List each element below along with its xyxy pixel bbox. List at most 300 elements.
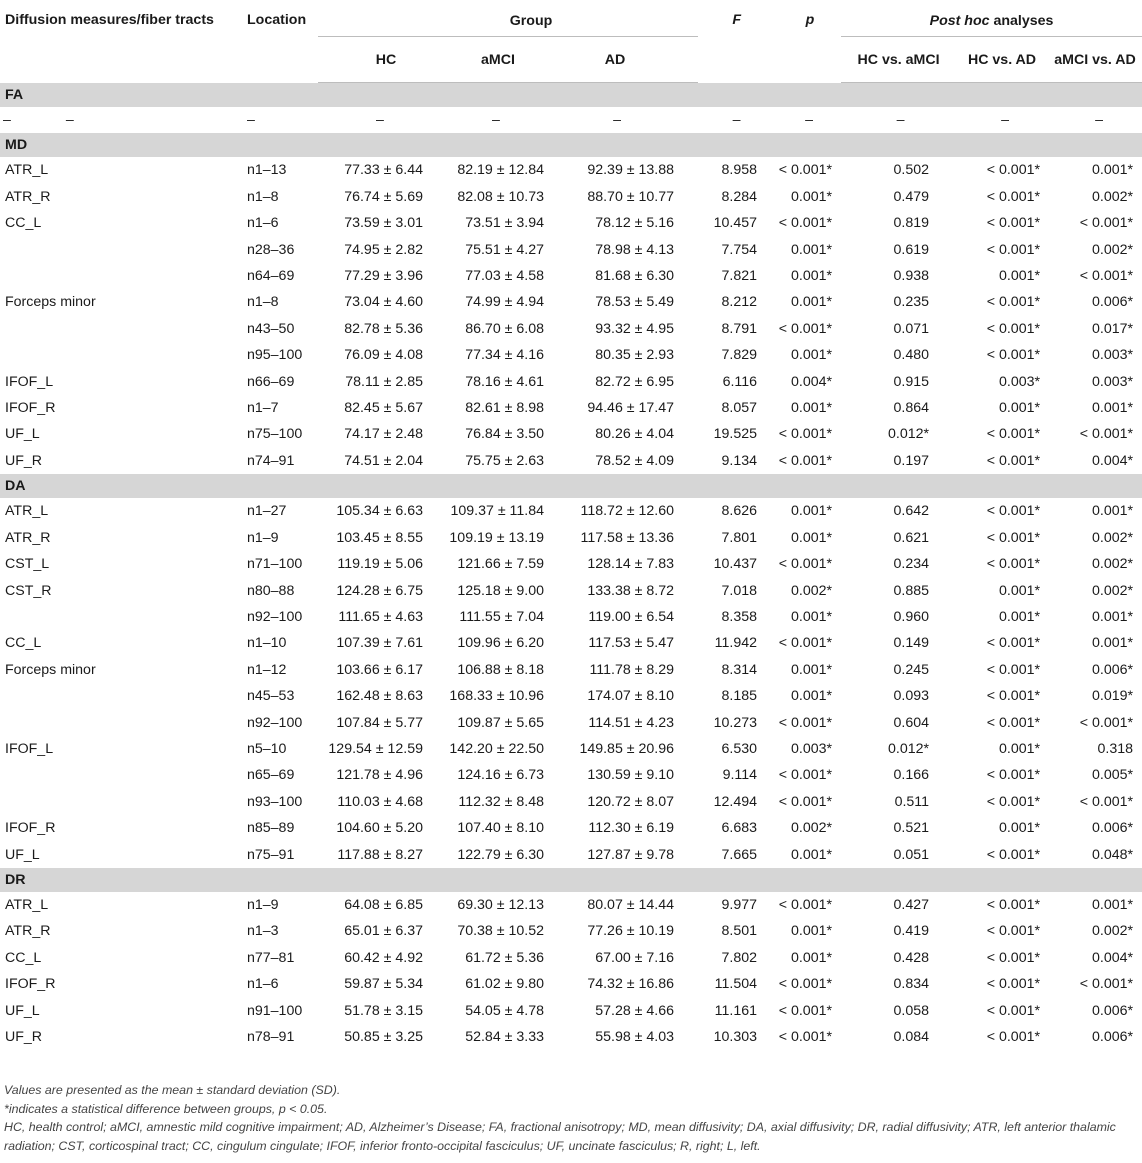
cell-p: < 0.001* [778, 426, 833, 443]
cell-p: 0.001* [790, 294, 833, 311]
cell-amci-vs-ad: 0.003* [1092, 347, 1134, 364]
cell-tract [0, 789, 243, 815]
cell-hc-vs-amci: 0.427 [893, 896, 930, 913]
cell-hc-vs-ad: < 0.001* [986, 635, 1041, 652]
cell-hc-vs-amci: 0.084 [893, 1029, 930, 1045]
cell-location: n74–91 [247, 452, 295, 469]
cell-hc-vs-ad: 0.001* [998, 268, 1041, 285]
table-row [0, 184, 1142, 210]
cell-f: 7.802 [721, 949, 758, 966]
cell-amci-vs-ad: 0.002* [1092, 529, 1134, 546]
cell-p: 0.001* [790, 846, 833, 863]
cell-f: 8.185 [721, 688, 758, 705]
table-row [0, 289, 1142, 315]
cell-tract [0, 710, 243, 736]
cell-amci-vs-ad: 0.001* [1092, 162, 1134, 179]
cell-amci: 61.02 ± 9.80 [465, 976, 544, 993]
cell-hc: 82.78 ± 5.36 [344, 320, 423, 337]
cell-f: 7.754 [721, 241, 758, 258]
cell-p: 0.001* [790, 529, 833, 546]
table-row [0, 604, 1142, 630]
cell-p: < 0.001* [778, 767, 833, 784]
cell-hc: 110.03 ± 4.68 [337, 793, 423, 810]
cell-amci: 70.38 ± 10.52 [457, 923, 544, 940]
cell-location: n1–7 [247, 400, 279, 417]
cell-amci-vs-ad: 0.002* [1092, 582, 1134, 599]
cell-hc-vs-amci: 0.864 [893, 400, 930, 417]
cell-hc-vs-ad: 0.003* [998, 373, 1041, 390]
cell-f: 10.437 [713, 556, 758, 573]
cell-ad: 120.72 ± 8.07 [587, 793, 675, 810]
cell-hc-vs-ad: < 0.001* [986, 923, 1041, 940]
table-row [0, 710, 1142, 736]
table-row [0, 157, 1142, 183]
header-posthoc [841, 6, 1142, 37]
cell-tract [0, 683, 243, 709]
cell-ad: 78.53 ± 5.49 [595, 294, 675, 311]
cell-tract: IFOF_R [5, 820, 56, 837]
cell-hc-vs-amci: 0.235 [893, 294, 930, 311]
cell-location: n75–100 [247, 426, 303, 443]
cell-hc-vs-ad: < 0.001* [986, 188, 1041, 205]
cell-hc-vs-amci: 0.234 [893, 556, 930, 573]
cell-ad: 118.72 ± 12.60 [580, 503, 675, 520]
cell-p: 0.003* [790, 740, 833, 757]
cell-location: n1–6 [247, 976, 279, 993]
cell-ad: 117.53 ± 5.47 [588, 635, 675, 652]
cell-hc-vs-ad: < 0.001* [986, 714, 1041, 731]
cell-location: n93–100 [247, 793, 303, 810]
cell-hc-vs-amci: 0.938 [893, 268, 930, 285]
section-label: FA [0, 83, 1142, 108]
cell-f: 10.303 [713, 1029, 758, 1045]
cell-tract [0, 342, 243, 368]
cell-amci-vs-ad: 0.004* [1092, 949, 1134, 966]
cell-amci: 82.19 ± 12.84 [457, 162, 544, 179]
table-row [0, 448, 1142, 474]
cell-ad: 78.98 ± 4.13 [595, 241, 675, 258]
cell-tract [0, 762, 243, 788]
cell-tract: ATR_R [5, 923, 51, 940]
cell-ad: 111.78 ± 8.29 [589, 661, 675, 678]
cell-hc-vs-ad: < 0.001* [986, 846, 1041, 863]
cell-ad: 114.51 ± 4.23 [588, 714, 675, 731]
cell-amci-vs-ad: < 0.001* [1079, 976, 1134, 993]
cell-tract: UF_R [5, 452, 43, 469]
cell-p: < 0.001* [778, 635, 833, 652]
cell-tract: IFOF_R [5, 400, 56, 417]
cell-f: 11.504 [714, 976, 758, 993]
cell-f: 8.958 [721, 162, 758, 179]
cell-f: 11.942 [714, 635, 758, 652]
cell-f: 8.314 [721, 661, 758, 678]
header-f: F [732, 12, 742, 28]
cell-location: n77–81 [247, 949, 295, 966]
table-row [0, 107, 1142, 133]
table-row [0, 498, 1142, 524]
cell-p: 0.001* [790, 268, 833, 285]
cell-hc: 124.28 ± 6.75 [336, 582, 423, 599]
cell-amci-vs-ad: 0.003* [1092, 373, 1134, 390]
cell-amci: 109.96 ± 6.20 [457, 635, 544, 652]
cell-tract: Forceps minor [5, 661, 96, 678]
cell-location: n64–69 [247, 268, 295, 285]
cell-hc-vs-amci: 0.093 [893, 688, 930, 705]
cell-amci: 168.33 ± 10.96 [449, 688, 544, 705]
section-label: DR [0, 868, 1142, 892]
cell-ad: 127.87 ± 9.78 [587, 846, 675, 863]
cell-ad: 149.85 ± 20.96 [579, 740, 675, 757]
cell-p: 0.001* [790, 608, 833, 625]
table-row [0, 657, 1142, 683]
cell-ad: 117.58 ± 13.36 [580, 529, 675, 546]
cell-p: < 0.001* [778, 162, 833, 179]
cell-location: n66–69 [247, 373, 295, 390]
cell-location: n92–100 [247, 714, 303, 731]
table-row [0, 578, 1142, 604]
cell-hc-vs-ad: < 0.001* [986, 949, 1041, 966]
cell-amci: 121.66 ± 7.59 [457, 556, 544, 573]
cell-p: 0.002* [790, 820, 833, 837]
cell-hc-vs-ad: 0.001* [998, 400, 1041, 417]
table-row [0, 892, 1142, 918]
cell-amci-vs-ad: 0.006* [1092, 1029, 1134, 1045]
cell-tract: UF_R [5, 1029, 43, 1045]
cell-f: 8.791 [721, 320, 758, 337]
cell-hc: 64.08 ± 6.85 [344, 896, 423, 913]
cell-amci: 61.72 ± 5.36 [465, 949, 544, 966]
cell-ad: 133.38 ± 8.72 [587, 582, 675, 599]
cell-hc-vs-ad: < 0.001* [986, 767, 1041, 784]
cell-hc-vs-amci: 0.960 [893, 608, 930, 625]
cell-hc-vs-ad: < 0.001* [986, 320, 1041, 337]
cell-p: < 0.001* [778, 215, 833, 232]
cell-hc-vs-ad: < 0.001* [986, 241, 1041, 258]
cell-hc-vs-amci: 0.166 [893, 767, 930, 784]
cell-amci: 109.87 ± 5.65 [457, 714, 544, 731]
cell-hc-vs-ad: < 0.001* [986, 688, 1041, 705]
cell-amci-vs-ad: 0.002* [1092, 241, 1134, 258]
cell-ad: 112.30 ± 6.19 [588, 820, 675, 837]
dash: – [3, 112, 11, 128]
cell-ad: – [613, 112, 621, 128]
cell-tract: CC_L [5, 215, 42, 232]
cell-amci-vs-ad: 0.017* [1092, 320, 1134, 337]
header-p: p [805, 12, 815, 28]
cell-hc-vs-ad: 0.001* [998, 582, 1041, 599]
cell-f: 8.358 [721, 608, 758, 625]
table-row [0, 842, 1142, 868]
cell-ad: 80.35 ± 2.93 [595, 347, 675, 364]
cell-hc-vs-ad: 0.001* [998, 740, 1041, 757]
cell-hc-vs-ad: 0.001* [998, 820, 1041, 837]
cell-location: n28–36 [247, 241, 295, 258]
cell-hc-vs-ad: < 0.001* [986, 452, 1041, 469]
cell-hc: 51.78 ± 3.15 [344, 1002, 423, 1019]
cell-hc: 129.54 ± 12.59 [328, 740, 423, 757]
cell-tract: IFOF_L [5, 373, 54, 390]
section-label: DA [0, 474, 1142, 498]
table-row [0, 815, 1142, 841]
cell-hc-vs-ad: < 0.001* [986, 976, 1041, 993]
table-row [0, 421, 1142, 447]
section-header-fa [0, 83, 1142, 108]
table-row [0, 789, 1142, 815]
cell-p: < 0.001* [778, 1029, 833, 1045]
table-row [0, 210, 1142, 236]
header-amci-vs-ad: aMCI vs. AD [1048, 37, 1142, 83]
cell-hc-vs-amci: 0.819 [893, 215, 930, 232]
cell-hc-vs-ad: < 0.001* [986, 294, 1041, 311]
header-tract: Diffusion measures/fiber tracts [5, 12, 214, 28]
cell-p: – [805, 112, 813, 128]
cell-location: n78–91 [247, 1029, 295, 1045]
cell-amci-vs-ad: 0.318 [1097, 740, 1134, 757]
cell-amci-vs-ad: < 0.001* [1079, 714, 1134, 731]
cell-f: 12.494 [713, 793, 758, 810]
cell-amci: 75.75 ± 2.63 [465, 452, 544, 469]
cell-tract: ATR_R [5, 529, 51, 546]
table-row [0, 945, 1142, 971]
cell-ad: 88.70 ± 10.77 [587, 188, 675, 205]
cell-p: 0.004* [790, 373, 833, 390]
cell-hc-vs-amci: 0.619 [893, 241, 930, 258]
cell-ad: 82.72 ± 6.95 [595, 373, 675, 390]
cell-tract: UF_L [5, 426, 40, 443]
cell-p: < 0.001* [778, 976, 833, 993]
cell-amci: 82.61 ± 8.98 [465, 400, 544, 417]
header-amci: aMCI [434, 37, 562, 83]
cell-amci-vs-ad: 0.002* [1092, 556, 1134, 573]
cell-hc-vs-ad: < 0.001* [986, 162, 1041, 179]
section-header-da [0, 474, 1142, 498]
cell-hc-vs-amci: 0.245 [893, 661, 930, 678]
cell-hc-vs-amci: 0.604 [893, 714, 930, 731]
cell-hc-vs-amci: 0.511 [894, 793, 930, 810]
cell-ad: 55.98 ± 4.03 [595, 1029, 675, 1045]
cell-hc: 107.39 ± 7.61 [336, 635, 423, 652]
header-hc-vs-amci: HC vs. aMCI [841, 37, 956, 83]
cell-p: 0.001* [790, 503, 833, 520]
cell-hc: 103.66 ± 6.17 [336, 661, 423, 678]
cell-hc-vs-amci: 0.419 [893, 923, 930, 940]
cell-tract: UF_L [5, 1002, 40, 1019]
cell-amci-vs-ad: 0.019* [1092, 688, 1134, 705]
cell-hc-vs-ad: 0.001* [998, 608, 1041, 625]
cell-amci: 125.18 ± 9.00 [457, 582, 544, 599]
cell-f: 9.114 [722, 767, 758, 784]
cell-hc: – [376, 112, 384, 128]
cell-hc: 103.45 ± 8.55 [336, 529, 423, 546]
cell-hc: 65.01 ± 6.37 [344, 923, 423, 940]
table-row [0, 342, 1142, 368]
section-header-md [0, 133, 1142, 157]
cell-f: 9.134 [721, 452, 758, 469]
table-header [0, 6, 1142, 83]
cell-hc: 162.48 ± 8.63 [336, 688, 423, 705]
cell-location: n65–69 [247, 767, 295, 784]
cell-amci-vs-ad: 0.005* [1092, 767, 1134, 784]
cell-f: 8.626 [721, 503, 758, 520]
cell-location: n1–10 [247, 635, 287, 652]
cell-f: 8.501 [721, 923, 758, 940]
section-label: MD [0, 133, 1142, 157]
cell-hc-vs-ad: < 0.001* [986, 529, 1041, 546]
table-row [0, 1024, 1142, 1050]
cell-f: 7.018 [721, 582, 758, 599]
cell-hc: 107.84 ± 5.77 [336, 714, 423, 731]
cell-hc: 119.19 ± 5.06 [337, 556, 423, 573]
cell-tract: CST_L [5, 556, 50, 573]
cell-hc: 74.17 ± 2.48 [344, 426, 423, 443]
cell-p: 0.001* [790, 400, 833, 417]
cell-f: 8.212 [721, 294, 758, 311]
table-row [0, 762, 1142, 788]
cell-ad: 128.14 ± 7.83 [587, 556, 675, 573]
cell-p: 0.001* [790, 923, 833, 940]
cell-amci: 109.37 ± 11.84 [450, 503, 544, 520]
cell-hc: 74.51 ± 2.04 [344, 452, 423, 469]
cell-amci: 54.05 ± 4.78 [465, 1002, 544, 1019]
cell-ad: 78.52 ± 4.09 [595, 452, 675, 469]
cell-ad: 80.07 ± 14.44 [587, 896, 675, 913]
cell-amci: 86.70 ± 6.08 [465, 320, 544, 337]
header-posthoc-italic: Post hoc [929, 13, 990, 29]
cell-tract: CST_R [5, 582, 52, 599]
cell-amci-vs-ad: < 0.001* [1079, 268, 1134, 285]
cell-amci-vs-ad: < 0.001* [1079, 426, 1134, 443]
cell-location: n1–8 [247, 188, 279, 205]
cell-location: n1–27 [247, 503, 287, 520]
cell-amci-vs-ad: 0.006* [1092, 661, 1134, 678]
cell-amci-vs-ad: 0.001* [1092, 608, 1134, 625]
cell-f: 7.829 [721, 347, 758, 364]
cell-p: < 0.001* [778, 556, 833, 573]
cell-location: n95–100 [247, 347, 303, 364]
cell-p: 0.001* [790, 949, 833, 966]
table-row [0, 316, 1142, 342]
cell-amci: 109.19 ± 13.19 [449, 529, 544, 546]
cell-hc-vs-amci: 0.149 [893, 635, 930, 652]
cell-amci: 122.79 ± 6.30 [457, 846, 544, 863]
cell-hc: 76.74 ± 5.69 [344, 188, 423, 205]
cell-location: n1–3 [247, 923, 279, 940]
cell-amci-vs-ad: 0.001* [1092, 400, 1134, 417]
cell-ad: 119.00 ± 6.54 [588, 608, 675, 625]
cell-amci: 77.03 ± 4.58 [465, 268, 544, 285]
cell-tract: ATR_R [5, 188, 51, 205]
cell-hc-vs-amci: 0.071 [893, 320, 930, 337]
cell-hc: 73.59 ± 3.01 [344, 215, 423, 232]
cell-f: 10.273 [713, 714, 758, 731]
cell-hc: 74.95 ± 2.82 [344, 241, 423, 258]
table-row [0, 237, 1142, 263]
cell-f: 7.801 [721, 529, 758, 546]
cell-p: 0.001* [790, 347, 833, 364]
diffusion-table [0, 6, 1142, 1050]
cell-hc: 111.65 ± 4.63 [338, 608, 423, 625]
cell-location: n1–6 [247, 215, 279, 232]
cell-hc-vs-ad: < 0.001* [986, 1002, 1041, 1019]
cell-location: n85–89 [247, 820, 295, 837]
cell-hc-vs-ad: < 0.001* [986, 556, 1041, 573]
cell-ad: 93.32 ± 4.95 [595, 320, 675, 337]
header-location: Location [247, 12, 307, 28]
header-hc-vs-ad: HC vs. AD [956, 37, 1048, 83]
cell-location: n1–9 [247, 529, 279, 546]
cell-hc-vs-ad: < 0.001* [986, 793, 1041, 810]
table-body [0, 83, 1142, 1051]
cell-p: < 0.001* [778, 1002, 833, 1019]
cell-hc: 104.60 ± 5.20 [336, 820, 423, 837]
cell-hc-vs-ad: < 0.001* [986, 426, 1041, 443]
cell-p: < 0.001* [778, 320, 833, 337]
cell-amci: 106.88 ± 8.18 [457, 661, 544, 678]
cell-location: n43–50 [247, 320, 295, 337]
cell-hc-vs-amci: 0.915 [893, 373, 930, 390]
cell-f: 8.284 [721, 188, 758, 205]
cell-hc: 82.45 ± 5.67 [344, 400, 423, 417]
cell-hc-vs-amci: 0.834 [893, 976, 930, 993]
cell-hc-vs-amci: – [896, 112, 905, 128]
cell-amci-vs-ad: 0.001* [1092, 635, 1134, 652]
cell-tract: ATR_L [5, 162, 49, 179]
cell-tract [0, 316, 243, 342]
cell-hc-vs-amci: 0.197 [893, 452, 930, 469]
cell-hc-vs-ad: < 0.001* [986, 347, 1041, 364]
cell-hc-vs-amci: 0.479 [893, 188, 930, 205]
cell-location: n91–100 [247, 1002, 303, 1019]
cell-hc: 77.29 ± 3.96 [344, 268, 423, 285]
footnote-values: Values are presented as the mean ± standard deviation (SD). [4, 1083, 341, 1097]
table-row [0, 395, 1142, 421]
cell-hc-vs-amci: 0.012* [887, 426, 930, 443]
cell-ad: 174.07 ± 8.10 [587, 688, 675, 705]
cell-location: n75–91 [247, 846, 295, 863]
table-row [0, 630, 1142, 656]
table-footnotes [4, 1081, 1138, 1155]
cell-amci: 107.40 ± 8.10 [457, 820, 544, 837]
cell-hc: 117.88 ± 8.27 [337, 846, 423, 863]
cell-location: – [247, 112, 255, 128]
table-row [0, 551, 1142, 577]
cell-amci: 111.55 ± 7.04 [459, 608, 544, 625]
cell-hc: 105.34 ± 6.63 [336, 503, 423, 520]
cell-ad: 67.00 ± 7.16 [595, 949, 675, 966]
cell-hc: 60.42 ± 4.92 [344, 949, 423, 966]
footnote-abbreviations: HC, health control; aMCI, amnestic mild cognitive impairment; AD, Alzheimer’s Disease; FA, fractional anisotropy; MD, mean diffusivity; DA, axial diffusivity; DR, radial diffusivity; ATR, left anterior thalamic radiation; CST, corticospinal tract; CC, cingulum cingulate; IFOF, inferior fronto-occipital fasciculus; UF, uncinate fasciculus; R, right; L, left. [4, 1120, 1116, 1153]
cell-amci: 75.51 ± 4.27 [465, 241, 544, 258]
cell-hc-vs-ad: < 0.001* [986, 503, 1041, 520]
cell-p: 0.002* [790, 582, 833, 599]
dash: – [65, 112, 74, 128]
cell-f: 7.821 [721, 268, 758, 285]
header-posthoc-rest: analyses [989, 13, 1054, 29]
cell-hc-vs-ad: < 0.001* [986, 1029, 1041, 1045]
cell-p: 0.001* [790, 661, 833, 678]
header-ad: AD [562, 37, 698, 83]
cell-amci-vs-ad: 0.004* [1092, 452, 1134, 469]
table-row [0, 971, 1142, 997]
cell-p: < 0.001* [778, 793, 833, 810]
cell-f: 11.161 [714, 1002, 758, 1019]
cell-amci: 124.16 ± 6.73 [457, 767, 544, 784]
cell-f: 6.530 [721, 740, 758, 757]
table-row [0, 369, 1142, 395]
cell-tract: IFOF_R [5, 976, 56, 993]
cell-ad: 80.26 ± 4.04 [595, 426, 675, 443]
cell-location: n1–9 [247, 896, 279, 913]
